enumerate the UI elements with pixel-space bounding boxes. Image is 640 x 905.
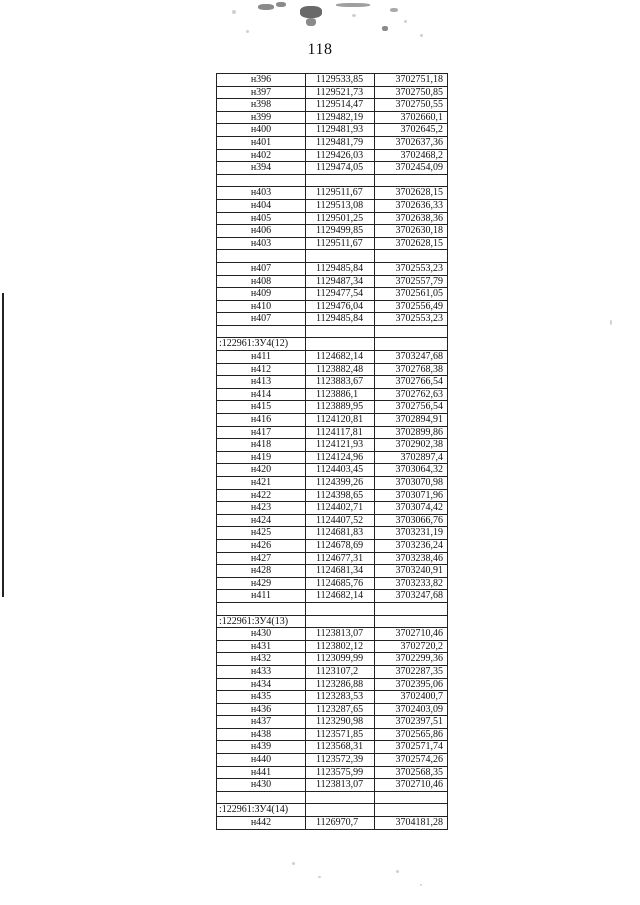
empty-cell (306, 325, 375, 338)
x-coordinate-cell: 1124117,81 (306, 426, 375, 439)
x-coordinate-cell: 1124399,26 (306, 477, 375, 490)
x-coordinate-cell: 1129511,67 (306, 237, 375, 250)
y-coordinate-cell: 3703238,46 (375, 552, 448, 565)
coordinates-table (216, 73, 448, 830)
point-id-cell: н399 (217, 111, 306, 124)
point-id-cell: н397 (217, 86, 306, 99)
y-coordinate-cell: 3702630,18 (375, 225, 448, 238)
y-coordinate-cell: 3703071,96 (375, 489, 448, 502)
y-coordinate-cell: 3702628,15 (375, 187, 448, 200)
table-row (217, 212, 448, 225)
table-row (217, 149, 448, 162)
empty-cell (375, 250, 448, 263)
x-coordinate-cell: 1124402,71 (306, 502, 375, 515)
x-coordinate-cell: 1124681,34 (306, 565, 375, 578)
y-coordinate-cell: 3703247,68 (375, 351, 448, 364)
y-coordinate-cell: 3703231,19 (375, 527, 448, 540)
table-row (217, 527, 448, 540)
table-row (217, 136, 448, 149)
y-coordinate-cell: 3703066,76 (375, 514, 448, 527)
blank-row (217, 791, 448, 804)
x-coordinate-cell: 1124678,69 (306, 539, 375, 552)
table-row (217, 199, 448, 212)
point-id-cell: н407 (217, 313, 306, 326)
x-coordinate-cell: 1123882,48 (306, 363, 375, 376)
coordinates-table-body (217, 74, 448, 830)
point-id-cell: н423 (217, 502, 306, 515)
table-row (217, 489, 448, 502)
table-row (217, 124, 448, 137)
x-coordinate-cell: 1129481,93 (306, 124, 375, 137)
point-id-cell: н431 (217, 640, 306, 653)
x-coordinate-cell: 1123802,12 (306, 640, 375, 653)
y-coordinate-cell: 3702395,06 (375, 678, 448, 691)
y-coordinate-cell: 3703247,68 (375, 590, 448, 603)
table-row (217, 275, 448, 288)
point-id-cell: н403 (217, 187, 306, 200)
point-id-cell: н410 (217, 300, 306, 313)
point-id-cell: н402 (217, 149, 306, 162)
table-row (217, 565, 448, 578)
point-id-cell: н424 (217, 514, 306, 527)
table-row (217, 451, 448, 464)
table-row (217, 111, 448, 124)
empty-cell (217, 602, 306, 615)
y-coordinate-cell: 3702720,2 (375, 640, 448, 653)
y-coordinate-cell: 3702762,63 (375, 388, 448, 401)
y-coordinate-cell: 3702766,54 (375, 376, 448, 389)
point-id-cell: н441 (217, 766, 306, 779)
point-id-cell: н435 (217, 691, 306, 704)
point-id-cell: н418 (217, 439, 306, 452)
x-coordinate-cell: 1129533,85 (306, 74, 375, 87)
point-id-cell: н411 (217, 351, 306, 364)
table-row (217, 74, 448, 87)
y-coordinate-cell: 3702557,79 (375, 275, 448, 288)
x-coordinate-cell: 1129513,08 (306, 199, 375, 212)
empty-cell (306, 174, 375, 187)
empty-cell (375, 602, 448, 615)
x-coordinate-cell: 1124120,81 (306, 414, 375, 427)
table-row (217, 703, 448, 716)
y-coordinate-cell: 3702287,35 (375, 665, 448, 678)
table-row (217, 653, 448, 666)
point-id-cell: н406 (217, 225, 306, 238)
point-id-cell: н433 (217, 665, 306, 678)
y-coordinate-cell: 3702299,36 (375, 653, 448, 666)
y-coordinate-cell: 3702660,1 (375, 111, 448, 124)
point-id-cell: н420 (217, 464, 306, 477)
x-coordinate-cell: 1123883,67 (306, 376, 375, 389)
point-id-cell: н442 (217, 817, 306, 830)
empty-cell (217, 174, 306, 187)
point-id-cell: н436 (217, 703, 306, 716)
x-coordinate-cell: 1129485,84 (306, 313, 375, 326)
point-id-cell: н400 (217, 124, 306, 137)
parcel-title: :122961:ЗУ4(12) (217, 338, 306, 351)
table-row (217, 162, 448, 175)
x-coordinate-cell: 1123813,07 (306, 779, 375, 792)
x-coordinate-cell: 1124685,76 (306, 577, 375, 590)
x-coordinate-cell: 1129481,79 (306, 136, 375, 149)
y-coordinate-cell: 3702553,23 (375, 262, 448, 275)
point-id-cell: н419 (217, 451, 306, 464)
x-coordinate-cell: 1129499,85 (306, 225, 375, 238)
table-row (217, 262, 448, 275)
x-coordinate-cell: 1129476,04 (306, 300, 375, 313)
y-coordinate-cell: 3702561,05 (375, 288, 448, 301)
point-id-cell: н428 (217, 565, 306, 578)
x-coordinate-cell: 1123287,65 (306, 703, 375, 716)
table-row (217, 590, 448, 603)
point-id-cell: н422 (217, 489, 306, 502)
table-row (217, 539, 448, 552)
y-coordinate-cell: 3702468,2 (375, 149, 448, 162)
y-coordinate-cell: 3702756,54 (375, 401, 448, 414)
table-row (217, 426, 448, 439)
y-coordinate-cell: 3702400,7 (375, 691, 448, 704)
x-coordinate-cell: 1123886,1 (306, 388, 375, 401)
table-row (217, 313, 448, 326)
table-row (217, 817, 448, 830)
y-coordinate-cell: 3702710,46 (375, 628, 448, 641)
x-coordinate-cell: 1124681,83 (306, 527, 375, 540)
point-id-cell: н429 (217, 577, 306, 590)
table-row (217, 502, 448, 515)
point-id-cell: н437 (217, 716, 306, 729)
y-coordinate-cell: 3702751,18 (375, 74, 448, 87)
empty-cell (306, 250, 375, 263)
empty-cell (306, 338, 375, 351)
blank-row (217, 325, 448, 338)
y-coordinate-cell: 3702750,85 (375, 86, 448, 99)
x-coordinate-cell: 1129514,47 (306, 99, 375, 112)
y-coordinate-cell: 3703064,32 (375, 464, 448, 477)
x-coordinate-cell: 1123813,07 (306, 628, 375, 641)
point-id-cell: н409 (217, 288, 306, 301)
empty-cell (306, 804, 375, 817)
point-id-cell: н404 (217, 199, 306, 212)
point-id-cell: н416 (217, 414, 306, 427)
point-id-cell: н412 (217, 363, 306, 376)
scan-edge-mark (2, 293, 4, 597)
x-coordinate-cell: 1129487,34 (306, 275, 375, 288)
table-row (217, 351, 448, 364)
empty-cell (375, 615, 448, 628)
x-coordinate-cell: 1123099,99 (306, 653, 375, 666)
point-id-cell: н405 (217, 212, 306, 225)
y-coordinate-cell: 3702628,15 (375, 237, 448, 250)
point-id-cell: н415 (217, 401, 306, 414)
x-coordinate-cell: 1126970,7 (306, 817, 375, 830)
y-coordinate-cell: 3702553,23 (375, 313, 448, 326)
table-row (217, 401, 448, 414)
y-coordinate-cell: 3702645,2 (375, 124, 448, 137)
y-coordinate-cell: 3703070,98 (375, 477, 448, 490)
table-row (217, 86, 448, 99)
y-coordinate-cell: 3702902,38 (375, 439, 448, 452)
table-row (217, 779, 448, 792)
table-row (217, 225, 448, 238)
y-coordinate-cell: 3702454,09 (375, 162, 448, 175)
table-row (217, 678, 448, 691)
parcel-title-row (217, 615, 448, 628)
y-coordinate-cell: 3703233,82 (375, 577, 448, 590)
point-id-cell: н432 (217, 653, 306, 666)
x-coordinate-cell: 1129501,25 (306, 212, 375, 225)
table-row (217, 363, 448, 376)
y-coordinate-cell: 3702768,38 (375, 363, 448, 376)
table-row (217, 766, 448, 779)
point-id-cell: н403 (217, 237, 306, 250)
table-row (217, 514, 448, 527)
x-coordinate-cell: 1124403,45 (306, 464, 375, 477)
point-id-cell: н434 (217, 678, 306, 691)
table-row (217, 716, 448, 729)
blank-row (217, 602, 448, 615)
x-coordinate-cell: 1123568,31 (306, 741, 375, 754)
x-coordinate-cell: 1123283,53 (306, 691, 375, 704)
table-row (217, 640, 448, 653)
y-coordinate-cell: 3702397,51 (375, 716, 448, 729)
x-coordinate-cell: 1123572,39 (306, 754, 375, 767)
empty-cell (306, 602, 375, 615)
y-coordinate-cell: 3702574,26 (375, 754, 448, 767)
x-coordinate-cell: 1123286,88 (306, 678, 375, 691)
point-id-cell: н414 (217, 388, 306, 401)
table-row (217, 741, 448, 754)
y-coordinate-cell: 3703236,24 (375, 539, 448, 552)
y-coordinate-cell: 3702403,09 (375, 703, 448, 716)
x-coordinate-cell: 1129521,73 (306, 86, 375, 99)
table-row (217, 99, 448, 112)
y-coordinate-cell: 3703074,42 (375, 502, 448, 515)
point-id-cell: н430 (217, 779, 306, 792)
point-id-cell: н427 (217, 552, 306, 565)
y-coordinate-cell: 3702571,74 (375, 741, 448, 754)
x-coordinate-cell: 1129477,54 (306, 288, 375, 301)
page-number: 118 (307, 41, 333, 58)
point-id-cell: н426 (217, 539, 306, 552)
x-coordinate-cell: 1129426,03 (306, 149, 375, 162)
parcel-title: :122961:ЗУ4(14) (217, 804, 306, 817)
parcel-title: :122961:ЗУ4(13) (217, 615, 306, 628)
point-id-cell: н421 (217, 477, 306, 490)
x-coordinate-cell: 1123575,99 (306, 766, 375, 779)
x-coordinate-cell: 1123290,98 (306, 716, 375, 729)
y-coordinate-cell: 3702899,86 (375, 426, 448, 439)
table-row (217, 552, 448, 565)
table-row (217, 628, 448, 641)
point-id-cell: н439 (217, 741, 306, 754)
point-id-cell: н413 (217, 376, 306, 389)
y-coordinate-cell: 3702636,33 (375, 199, 448, 212)
x-coordinate-cell: 1123107,2 (306, 665, 375, 678)
table-row (217, 414, 448, 427)
table-row (217, 300, 448, 313)
blank-row (217, 250, 448, 263)
table-row (217, 691, 448, 704)
y-coordinate-cell: 3702894,91 (375, 414, 448, 427)
point-id-cell: н430 (217, 628, 306, 641)
point-id-cell: н401 (217, 136, 306, 149)
point-id-cell: н407 (217, 262, 306, 275)
point-id-cell: н411 (217, 590, 306, 603)
table-row (217, 376, 448, 389)
table-row (217, 388, 448, 401)
table-row (217, 577, 448, 590)
x-coordinate-cell: 1124124,96 (306, 451, 375, 464)
x-coordinate-cell: 1124677,31 (306, 552, 375, 565)
table-row (217, 187, 448, 200)
x-coordinate-cell: 1129485,84 (306, 262, 375, 275)
y-coordinate-cell: 3704181,28 (375, 817, 448, 830)
table-row (217, 728, 448, 741)
point-id-cell: н394 (217, 162, 306, 175)
table-row (217, 665, 448, 678)
empty-cell (306, 791, 375, 804)
x-coordinate-cell: 1123571,85 (306, 728, 375, 741)
empty-cell (217, 325, 306, 338)
point-id-cell: н398 (217, 99, 306, 112)
blank-row (217, 174, 448, 187)
table-row (217, 237, 448, 250)
parcel-title-row (217, 338, 448, 351)
empty-cell (306, 615, 375, 628)
x-coordinate-cell: 1124407,52 (306, 514, 375, 527)
table-row (217, 754, 448, 767)
empty-cell (375, 338, 448, 351)
x-coordinate-cell: 1123889,95 (306, 401, 375, 414)
table-row (217, 477, 448, 490)
y-coordinate-cell: 3702637,36 (375, 136, 448, 149)
x-coordinate-cell: 1124682,14 (306, 351, 375, 364)
point-id-cell: н417 (217, 426, 306, 439)
table-row (217, 464, 448, 477)
empty-cell (375, 804, 448, 817)
x-coordinate-cell: 1129511,67 (306, 187, 375, 200)
point-id-cell: н425 (217, 527, 306, 540)
point-id-cell: н438 (217, 728, 306, 741)
y-coordinate-cell: 3702710,46 (375, 779, 448, 792)
empty-cell (375, 325, 448, 338)
table-row (217, 439, 448, 452)
point-id-cell: н440 (217, 754, 306, 767)
x-coordinate-cell: 1124121,93 (306, 439, 375, 452)
empty-cell (217, 791, 306, 804)
empty-cell (375, 791, 448, 804)
x-coordinate-cell: 1124398,65 (306, 489, 375, 502)
table-row (217, 288, 448, 301)
y-coordinate-cell: 3702565,86 (375, 728, 448, 741)
parcel-title-row (217, 804, 448, 817)
point-id-cell: н408 (217, 275, 306, 288)
y-coordinate-cell: 3702750,55 (375, 99, 448, 112)
point-id-cell: н396 (217, 74, 306, 87)
y-coordinate-cell: 3702556,49 (375, 300, 448, 313)
y-coordinate-cell: 3702568,35 (375, 766, 448, 779)
empty-cell (217, 250, 306, 263)
x-coordinate-cell: 1129482,19 (306, 111, 375, 124)
y-coordinate-cell: 3703240,91 (375, 565, 448, 578)
y-coordinate-cell: 3702638,36 (375, 212, 448, 225)
y-coordinate-cell: 3702897,4 (375, 451, 448, 464)
x-coordinate-cell: 1124682,14 (306, 590, 375, 603)
empty-cell (375, 174, 448, 187)
x-coordinate-cell: 1129474,05 (306, 162, 375, 175)
